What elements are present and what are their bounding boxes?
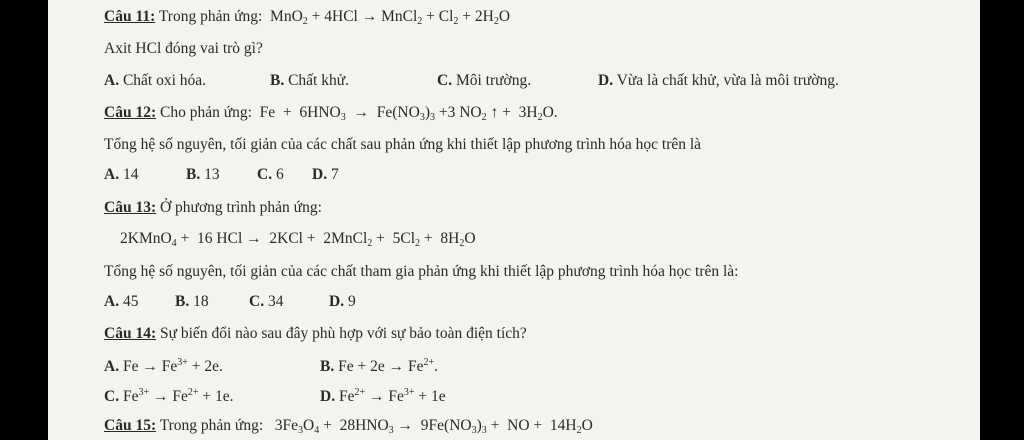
option-d[interactable]: D. 9 [329, 293, 356, 310]
question-13-equation: 2KMnO$_4$ + 16 HCl → 2KCl + 2MnCl$_2$ + $5Cl_2 + 8H_2O$ [120, 230, 476, 249]
option-b[interactable]: B. Chất khử. [270, 72, 350, 89]
option-a[interactable]: A. 14 [104, 166, 139, 183]
question-12-question: Tổng hệ số nguyên, tối giản của các chất sau phản ứng khi thiết lập phương trình hóa học trên là [104, 136, 702, 153]
option-c[interactable]: C. Môi trường. [437, 72, 532, 89]
option-b[interactable]: B. 13 [186, 166, 220, 183]
option-c[interactable]: C. 6 [257, 166, 284, 183]
question-12-equation: $Fe + 6HNO_3 \to Fe(NO_3)_3 +3$ $NO_2$ ↑ + $3H_2O$. [255, 104, 558, 123]
question-13-stem [104, 199, 322, 217]
question-13-text: Ở phương trình phản ứng: [159, 199, 322, 216]
question-15-label: Câu 15: [104, 417, 157, 434]
option-c[interactable]: C. $Fe^{3+} \to Fe^{2+} + 1e$. [104, 387, 234, 405]
option-b[interactable]: B. 18 [175, 293, 209, 310]
option-a[interactable]: A. Chất oxi hóa. [104, 72, 207, 89]
question-13-label: Câu 13: [104, 199, 157, 216]
question-14-text: Sự biến đổi nào sau đây phù hợp với sự bảo toàn điện tích? [159, 325, 527, 342]
question-14-stem [104, 325, 527, 343]
question-14-options-row-2 [104, 387, 704, 409]
option-d[interactable]: D. Vừa là chất khử, vừa là môi trường. [598, 72, 839, 89]
option-a[interactable]: A. 45 [104, 293, 139, 310]
question-12-label: Câu 12: [104, 104, 157, 121]
option-a[interactable]: A. $Fe \to Fe^{3+} + 2e$. [104, 357, 223, 375]
question-11-text: Trong phản ứng: [158, 8, 263, 25]
question-12-stem [104, 104, 558, 123]
document-page [48, 0, 980, 440]
question-15-text: Trong phản ứng: [159, 417, 264, 434]
question-15-equation: $3Fe_3O_4 + 28HNO_3 \to 9Fe(NO_3)_3$ + NO + $14H_2O$ [267, 417, 593, 436]
option-b[interactable]: B. $Fe + 2e \to Fe^{2+}$. [320, 357, 438, 375]
option-d[interactable]: D. 7 [312, 166, 339, 183]
question-13-question: Tổng hệ số nguyên, tối giản của các chất tham gia phản ứng khi thiết lập phương trình hóa học trên là: [104, 263, 739, 280]
question-13-options [104, 293, 504, 315]
question-14-label: Câu 14: [104, 325, 157, 342]
question-11-question: Axit HCl đóng vai trò gì? [104, 40, 263, 57]
question-14-options-row-1 [104, 357, 704, 379]
question-11-equation: MnO$_2$ + 4HCl → MnCl$_2$ + $Cl_2 + 2H_2O$ [266, 8, 511, 27]
option-c[interactable]: C. 34 [249, 293, 284, 310]
question-11-label: Câu 11: [104, 8, 156, 25]
question-12-options [104, 166, 504, 188]
question-11-options [104, 72, 954, 94]
question-11-stem [104, 8, 510, 27]
option-d[interactable]: D. $Fe^{2+} \to Fe^{3+} + 1e$ [320, 387, 446, 405]
question-15-stem [104, 417, 593, 436]
question-12-text: Cho phản ứng: [159, 104, 252, 121]
